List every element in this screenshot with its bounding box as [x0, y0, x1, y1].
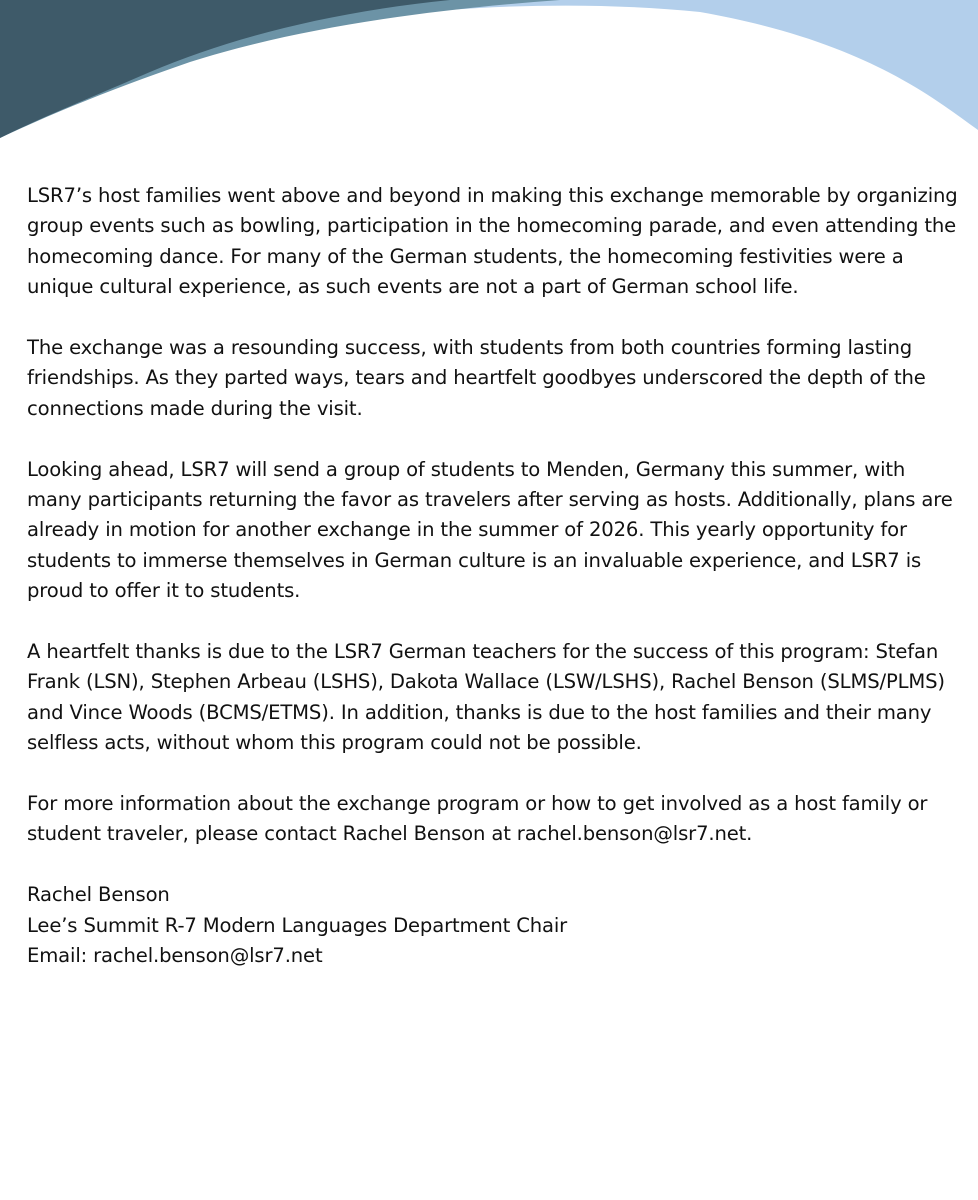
letter-body — [27, 181, 962, 971]
paragraph-looking-ahead: Looking ahead, LSR7 will send a group of students to Menden, Germany this summer, with many participants returning the favor as travelers after serving as hosts. Additionally, plans are already in motion for another exchange in the summer of 2026. This yearly opportunity for students to immerse themselves in German culture is an invaluable experience, and LSR7 is proud to offer it to students. — [27, 457, 953, 603]
paragraph-host-families: LSR7’s host families went above and beyond in making this exchange memorable by organizing group events such as bowling, participation in the homecoming parade, and even attending the homecoming dance. For many of the German students, the homecoming festivities were a unique cultural experience, as such events are not a part of German school life. — [27, 184, 958, 299]
signature-name: Rachel Benson — [27, 883, 170, 907]
paragraph-exchange-success: The exchange was a resounding success, with students from both countries forming lasting friendships. As they parted ways, tears and heartfelt goodbyes underscored the depth of the connections made during the visit. — [27, 336, 926, 420]
signature-email: Email: rachel.benson@lsr7.net — [27, 944, 323, 968]
signature-title: Lee’s Summit R-7 Modern Languages Department Chair — [27, 913, 568, 937]
paragraph-contact-info: For more information about the exchange program or how to get involved as a host family or student traveler, please contact Rachel Benson at rachel.benson@lsr7.net. — [27, 792, 928, 846]
signature-block — [27, 880, 962, 971]
paragraph-thanks-teachers: A heartfelt thanks is due to the LSR7 German teachers for the success of this program: Stefan Frank (LSN), Stephen Arbeau (LSHS), Dakota Wallace (LSW/LSHS), Rachel Benson (SLMS/PLMS) and Vince Woods (BCMS/ETMS). In addition, thanks is due to the host families and their many selfless acts, without whom this program could not be possible. — [27, 640, 945, 755]
header-swoosh-decoration — [0, 0, 978, 150]
